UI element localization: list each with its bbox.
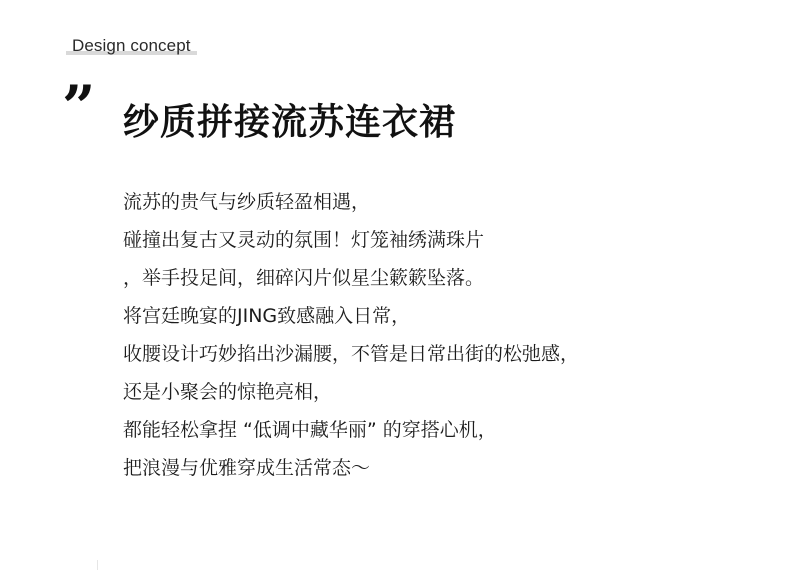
design-concept-tag — [66, 36, 197, 56]
description-line: 把浪漫与优雅穿成生活常态～ — [123, 457, 371, 479]
page-title: 纱质拼接流苏连衣裙 — [123, 102, 457, 143]
description-line: 还是小聚会的惊艳亮相， — [123, 381, 333, 403]
design-concept-label: Design concept — [72, 36, 191, 55]
description-text — [123, 183, 579, 487]
description-line: 碰撞出复古又灵动的氛围！灯笼袖绣满珠片 — [123, 229, 485, 251]
description-line: 收腰设计巧妙掐出沙漏腰，不管是日常出街的松弛感， — [123, 343, 580, 365]
quote-mark-icon: ” — [62, 73, 96, 141]
description-line: 将宫廷晚宴的JING致感融入日常， — [123, 305, 411, 327]
description-line: ，举手投足间，细碎闪片似星尘簌簌坠落。 — [123, 267, 485, 289]
description-line: 流苏的贵气与纱质轻盈相遇， — [123, 191, 371, 213]
divider-mark — [97, 560, 98, 570]
description-line: 都能轻松拿捏 “低调中藏华丽” 的穿搭心机， — [123, 419, 497, 441]
